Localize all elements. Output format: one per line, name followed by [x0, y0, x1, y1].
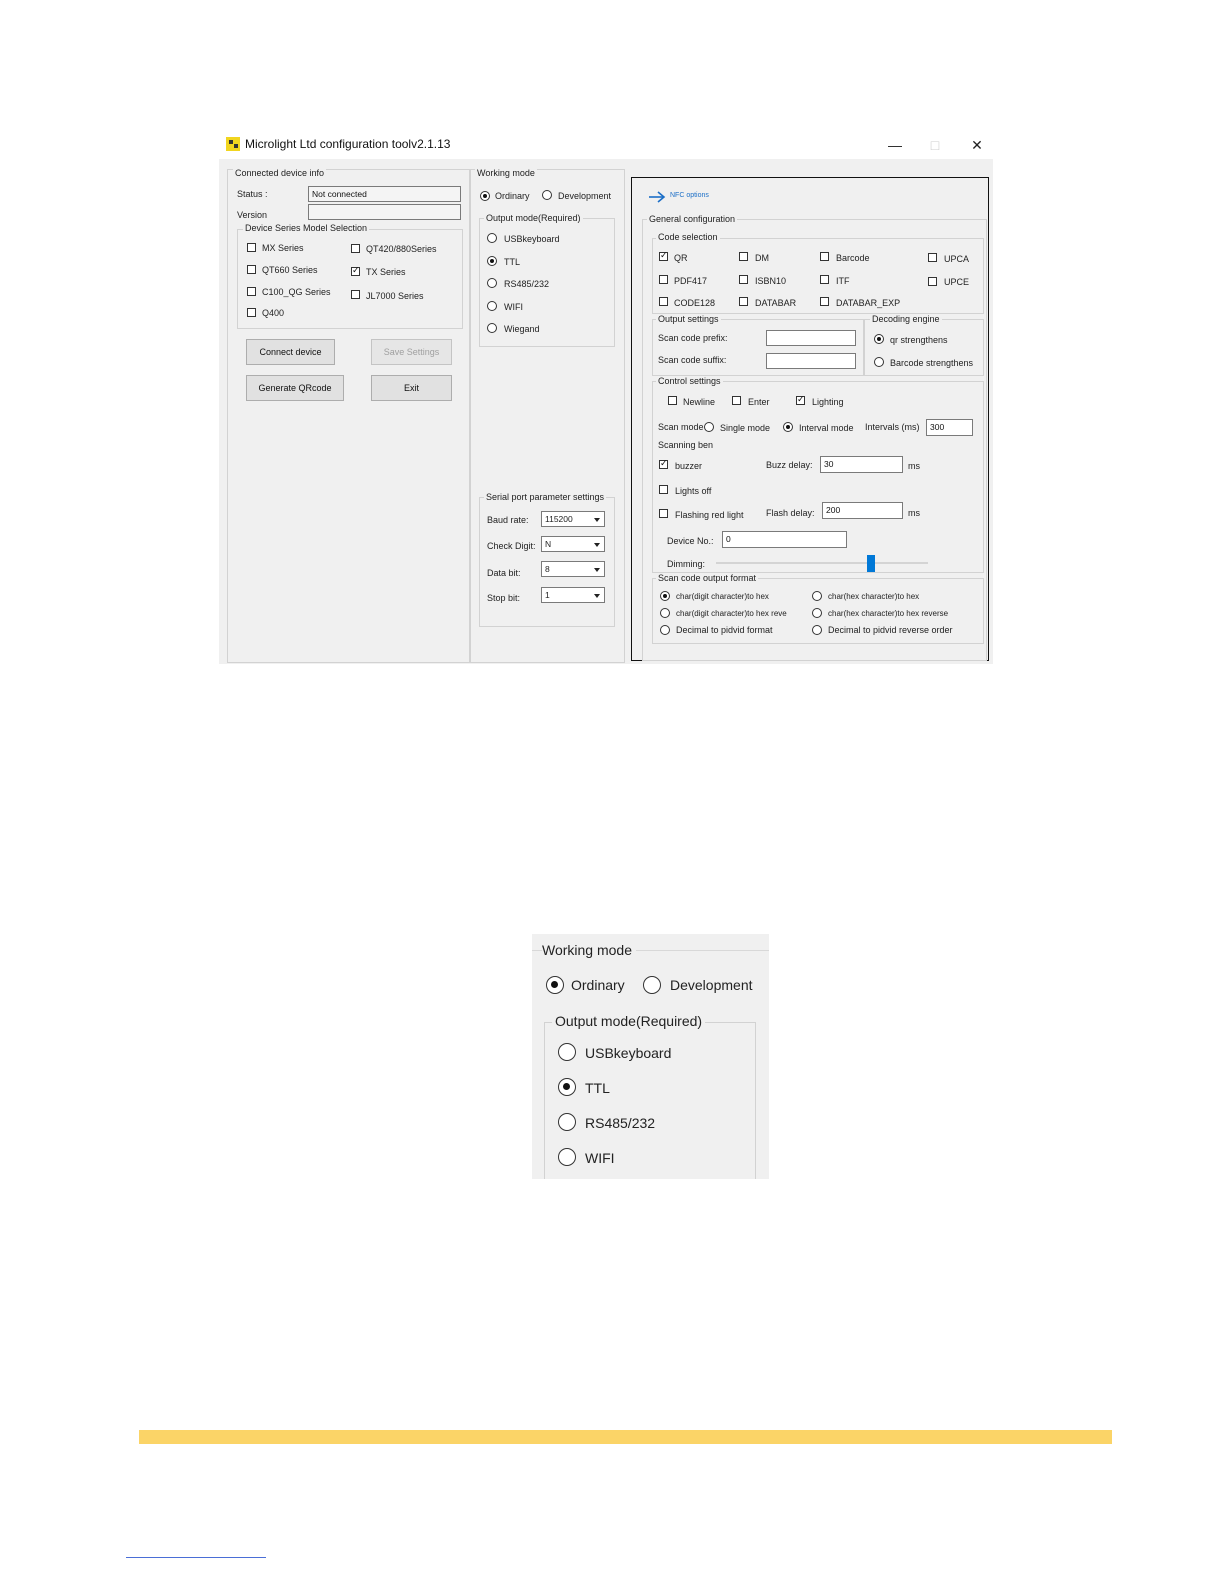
- chevron-down-icon: [594, 568, 600, 572]
- code128-label: CODE128: [674, 298, 716, 308]
- generate-qrcode-button[interactable]: Generate QRcode: [246, 375, 344, 401]
- format-digit-hex-reverse-label: char(digit character)to hex reve: [676, 609, 787, 618]
- check-digit-label: Check Digit:: [487, 541, 536, 551]
- window-title: Microlight Ltd configuration toolv2.1.13: [245, 137, 451, 151]
- chevron-down-icon: [594, 594, 600, 598]
- upce-checkbox[interactable]: [928, 277, 937, 286]
- suffix-label: Scan code suffix:: [658, 355, 727, 365]
- qt660-series-label: QT660 Series: [262, 265, 318, 275]
- stop-bit-value: 1: [545, 590, 550, 600]
- databar-checkbox[interactable]: [739, 297, 748, 306]
- qt420-series-checkbox[interactable]: [351, 244, 360, 253]
- code128-checkbox[interactable]: [659, 297, 668, 306]
- buzz-delay-input[interactable]: 30: [820, 456, 903, 473]
- connect-device-button[interactable]: Connect device: [246, 339, 335, 365]
- prefix-label: Scan code prefix:: [658, 333, 728, 343]
- format-digit-hex-label: char(digit character)to hex: [676, 592, 769, 601]
- config-tool-window: [219, 131, 993, 664]
- rs485-radio[interactable]: [487, 278, 497, 288]
- intervals-label: Intervals (ms): [865, 422, 920, 432]
- single-mode-radio[interactable]: [704, 422, 714, 432]
- dimming-slider-thumb[interactable]: [867, 555, 875, 572]
- zoom-wifi-label: WIFI: [585, 1150, 615, 1166]
- baud-rate-select[interactable]: [541, 511, 605, 527]
- zoom-ordinary-label: Ordinary: [571, 977, 625, 993]
- scan-mode-label: Scan mode: [658, 422, 704, 432]
- zoom-usbkeyboard-label: USBkeyboard: [585, 1045, 672, 1061]
- output-format-legend: Scan code output format: [658, 573, 757, 583]
- format-hex-hex-reverse-radio[interactable]: [812, 608, 822, 618]
- qr-strengthens-label: qr strengthens: [890, 335, 948, 345]
- usbkeyboard-radio[interactable]: [487, 233, 497, 243]
- nfc-options-link[interactable]: NFC options: [670, 192, 709, 199]
- format-pidvid-label: Decimal to pidvid format: [676, 625, 773, 635]
- output-mode-legend: Output mode(Required): [486, 213, 581, 223]
- buzzer-checkbox[interactable]: [659, 460, 668, 469]
- dm-checkbox[interactable]: [739, 252, 748, 261]
- zoom-rs485-radio[interactable]: [558, 1113, 576, 1131]
- tx-series-label: TX Series: [366, 267, 406, 277]
- databar-label: DATABAR: [755, 298, 797, 308]
- usbkeyboard-label: USBkeyboard: [504, 234, 560, 244]
- prefix-input[interactable]: [766, 330, 856, 346]
- c100-series-label: C100_QG Series: [262, 287, 331, 297]
- status-field: Not connected: [308, 186, 461, 202]
- zoom-ttl-label: TTL: [585, 1080, 610, 1096]
- zoom-ordinary-radio[interactable]: [546, 976, 564, 994]
- device-no-label: Device No.:: [667, 536, 714, 546]
- baud-rate-label: Baud rate:: [487, 515, 529, 525]
- lights-off-label: Lights off: [675, 486, 712, 496]
- interval-mode-radio[interactable]: [783, 422, 793, 432]
- stop-bit-select[interactable]: [541, 587, 605, 603]
- dimming-label: Dimming:: [667, 559, 706, 569]
- q400-label: Q400: [262, 308, 285, 318]
- barcode-strengthens-label: Barcode strengthens: [890, 358, 974, 368]
- stop-bit-label: Stop bit:: [487, 593, 521, 603]
- databar-exp-label: DATABAR_EXP: [836, 298, 901, 308]
- pdf417-checkbox[interactable]: [659, 275, 668, 284]
- general-config-legend: General configuration: [649, 214, 736, 224]
- development-radio[interactable]: [542, 190, 552, 200]
- upce-label: UPCE: [944, 277, 970, 287]
- barcode-strengthens-radio[interactable]: [874, 357, 884, 367]
- control-settings-legend: Control settings: [658, 376, 721, 386]
- mx-series-checkbox[interactable]: [247, 243, 256, 252]
- data-bit-value: 8: [545, 564, 550, 574]
- chevron-down-icon: [594, 543, 600, 547]
- zoom-development-label: Development: [670, 977, 753, 993]
- format-hex-hex-radio[interactable]: [812, 591, 822, 601]
- wifi-label: WIFI: [504, 302, 523, 312]
- itf-label: ITF: [836, 276, 850, 286]
- working-mode-zoom: [532, 934, 769, 1179]
- output-settings-legend: Output settings: [658, 314, 719, 324]
- buzz-delay-label: Buzz delay:: [766, 460, 813, 470]
- upca-label: UPCA: [944, 254, 970, 264]
- footer-accent-bar: [139, 1430, 1112, 1444]
- version-label: Version: [237, 210, 268, 220]
- footer-link-line: [126, 1557, 266, 1558]
- development-label: Development: [558, 191, 612, 201]
- zoom-rs485-label: RS485/232: [585, 1115, 656, 1131]
- databar-exp-checkbox[interactable]: [820, 297, 829, 306]
- dm-label: DM: [755, 253, 769, 263]
- zoom-wifi-radio[interactable]: [558, 1148, 576, 1166]
- qr-strengthens-radio[interactable]: [874, 334, 884, 344]
- suffix-input[interactable]: [766, 353, 856, 369]
- jl7000-series-checkbox[interactable]: [351, 290, 360, 299]
- app-logo-icon: [226, 137, 240, 151]
- intervals-input[interactable]: 300: [926, 419, 973, 436]
- format-pidvid-reverse-radio[interactable]: [812, 625, 822, 635]
- scanning-ben-label: Scanning ben: [658, 440, 714, 450]
- flashing-red-checkbox[interactable]: [659, 509, 668, 518]
- zoom-working-mode-legend: Working mode: [542, 942, 636, 958]
- baud-rate-value: 115200: [545, 514, 573, 524]
- code-selection-legend: Code selection: [658, 232, 718, 242]
- format-pidvid-reverse-label: Decimal to pidvid reverse order: [828, 625, 953, 635]
- ttl-radio[interactable]: [487, 256, 497, 266]
- version-field: [308, 204, 461, 220]
- interval-mode-label: Interval mode: [799, 423, 854, 433]
- jl7000-series-label: JL7000 Series: [366, 291, 424, 301]
- format-digit-hex-reverse-radio[interactable]: [660, 608, 670, 618]
- qr-checkbox[interactable]: [659, 252, 668, 261]
- qt420-series-label: QT420/880Series: [366, 244, 437, 254]
- device-info-legend: Connected device info: [235, 168, 325, 178]
- maximize-icon[interactable]: □: [930, 137, 940, 153]
- check-digit-value: N: [545, 539, 552, 549]
- qr-label: QR: [674, 253, 688, 263]
- ordinary-label: Ordinary: [495, 191, 530, 201]
- lights-off-checkbox[interactable]: [659, 485, 668, 494]
- lighting-label: Lighting: [812, 397, 844, 407]
- single-mode-label: Single mode: [720, 423, 771, 433]
- zoom-development-radio[interactable]: [643, 976, 661, 994]
- lighting-checkbox[interactable]: [796, 396, 805, 405]
- zoom-output-legend: Output mode(Required): [552, 1013, 705, 1029]
- newline-label: Newline: [683, 397, 716, 407]
- flash-delay-label: Flash delay:: [766, 508, 815, 518]
- chevron-down-icon: [594, 518, 600, 522]
- q400-checkbox[interactable]: [247, 308, 256, 317]
- decoding-engine-legend: Decoding engine: [872, 314, 940, 324]
- data-bit-select[interactable]: [541, 561, 605, 577]
- flashing-red-label: Flashing red light: [675, 510, 744, 520]
- wiegand-label: Wiegand: [504, 324, 540, 334]
- dimming-slider-track[interactable]: [716, 562, 928, 564]
- status-label: Status :: [237, 189, 268, 199]
- format-hex-hex-label: char(hex character)to hex: [828, 592, 920, 601]
- wiegand-radio[interactable]: [487, 323, 497, 333]
- pdf417-label: PDF417: [674, 276, 708, 286]
- device-no-input[interactable]: 0: [722, 531, 847, 548]
- qt660-series-checkbox[interactable]: [247, 265, 256, 274]
- serial-legend: Serial port parameter settings: [486, 492, 605, 502]
- ttl-label: TTL: [504, 257, 521, 267]
- newline-checkbox[interactable]: [668, 396, 677, 405]
- flash-delay-input[interactable]: 200: [822, 502, 903, 519]
- barcode-label: Barcode: [836, 253, 870, 263]
- upca-checkbox[interactable]: [928, 253, 937, 262]
- mx-series-label: MX Series: [262, 243, 304, 253]
- series-legend: Device Series Model Selection: [245, 223, 368, 233]
- save-settings-button[interactable]: Save Settings: [371, 339, 452, 365]
- title-bar: [219, 131, 993, 159]
- tx-series-checkbox[interactable]: [351, 267, 360, 276]
- minimize-icon[interactable]: —: [888, 137, 902, 153]
- c100-series-checkbox[interactable]: [247, 287, 256, 296]
- zoom-usbkeyboard-radio[interactable]: [558, 1043, 576, 1061]
- rs485-label: RS485/232: [504, 279, 550, 289]
- data-bit-label: Data bit:: [487, 568, 521, 578]
- enter-label: Enter: [748, 397, 770, 407]
- exit-button[interactable]: Exit: [371, 375, 452, 401]
- working-mode-legend: Working mode: [477, 168, 535, 178]
- isbn10-label: ISBN10: [755, 276, 787, 286]
- close-icon[interactable]: ✕: [971, 137, 983, 153]
- enter-checkbox[interactable]: [732, 396, 741, 405]
- wifi-radio[interactable]: [487, 301, 497, 311]
- flash-delay-unit: ms: [908, 508, 920, 518]
- buzz-delay-unit: ms: [908, 461, 920, 471]
- arrow-right-icon[interactable]: [648, 191, 666, 203]
- check-digit-select[interactable]: [541, 536, 605, 552]
- ordinary-radio[interactable]: [480, 191, 490, 201]
- format-hex-hex-reverse-label: char(hex character)to hex reverse: [828, 609, 949, 618]
- isbn10-checkbox[interactable]: [739, 275, 748, 284]
- format-digit-hex-radio[interactable]: [660, 591, 670, 601]
- itf-checkbox[interactable]: [820, 275, 829, 284]
- barcode-checkbox[interactable]: [820, 252, 829, 261]
- zoom-ttl-radio[interactable]: [558, 1078, 576, 1096]
- format-pidvid-radio[interactable]: [660, 625, 670, 635]
- buzzer-label: buzzer: [675, 461, 703, 471]
